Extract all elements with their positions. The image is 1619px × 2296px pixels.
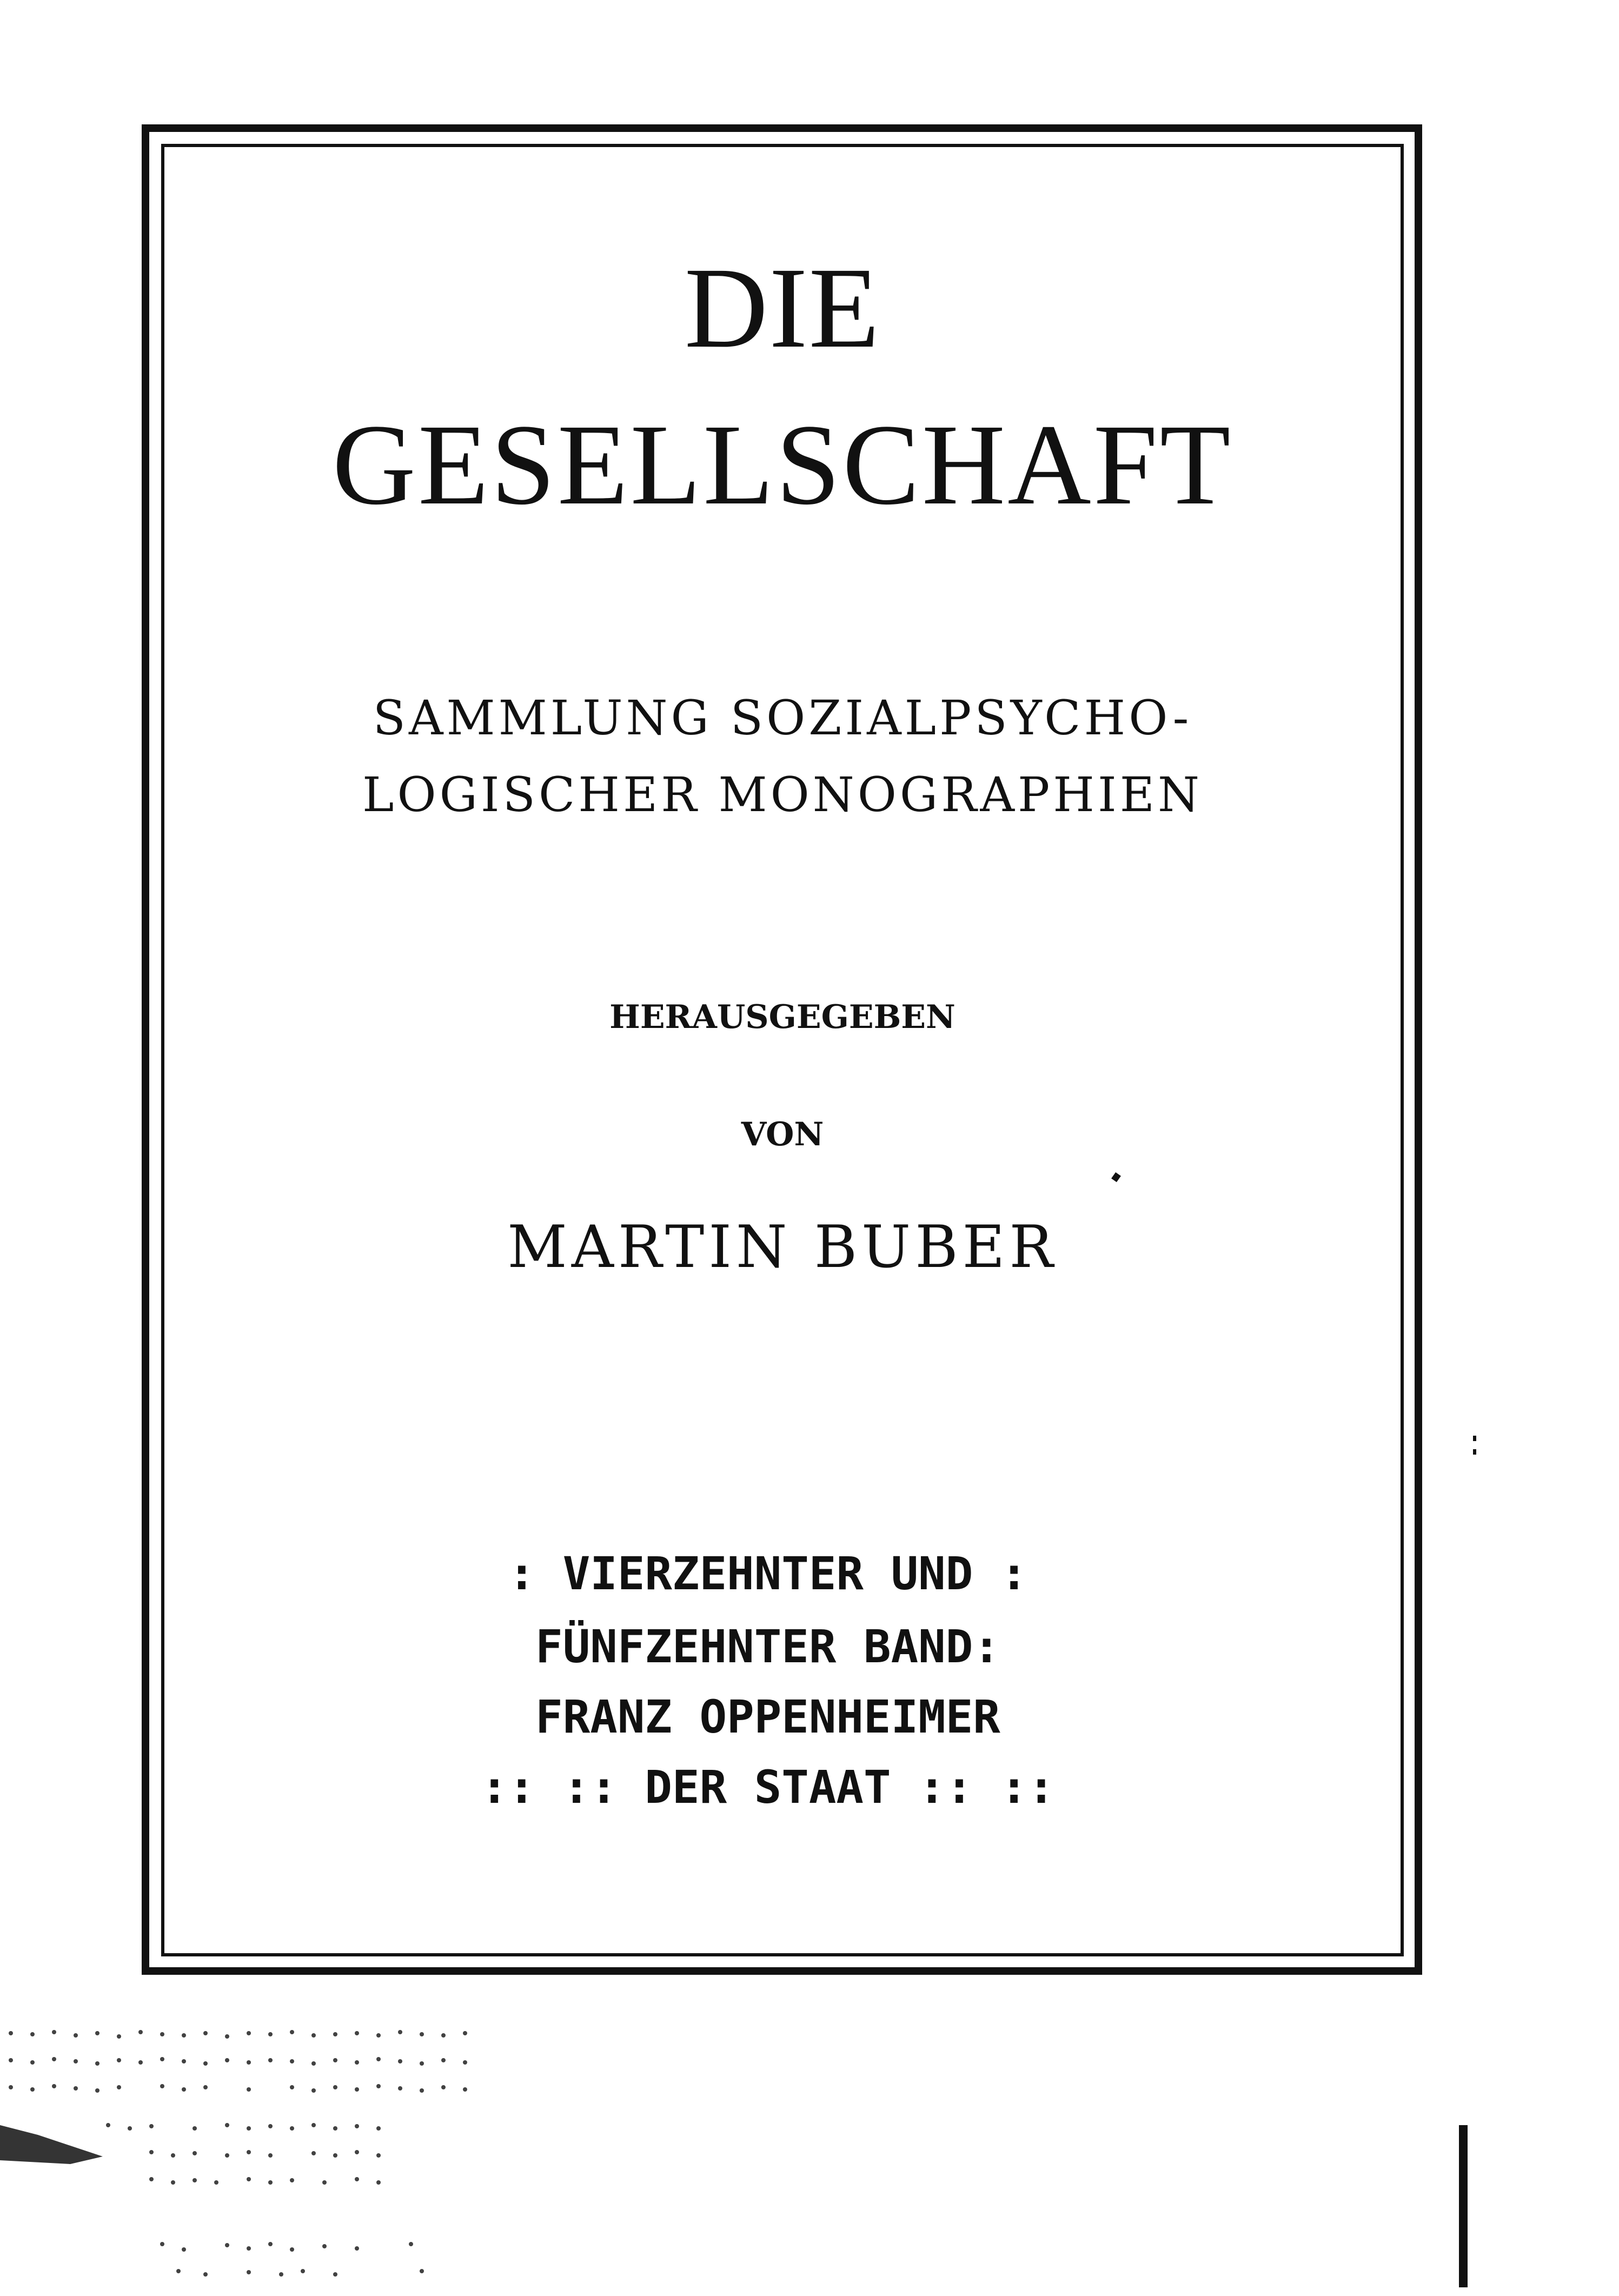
title-line-1: DIE	[684, 244, 881, 372]
title-line-2: GESELLSCHAFT	[332, 401, 1233, 529]
library-stamp-residue	[0, 2022, 487, 2287]
editor-label: HERAUSGEGEBEN	[609, 998, 956, 1036]
stamp-blot	[0, 2125, 103, 2164]
volume-line-1: : VIERZEHNTER UND :	[508, 1547, 1028, 1600]
volume-line-2: FÜNFZEHNTER BAND:	[535, 1620, 1000, 1673]
scan-edge-mark	[1459, 2125, 1468, 2287]
volume-line-3: FRANZ OPPENHEIMER	[535, 1690, 1000, 1743]
scan-speck	[1473, 1436, 1476, 1441]
editor-von: VON	[741, 1116, 824, 1153]
scan-speck	[1473, 1449, 1476, 1455]
volume-line-4: :: :: DER STAAT :: ::	[480, 1761, 1056, 1814]
editor-name: MARTIN BUBER	[507, 1213, 1058, 1281]
series-line-2: LOGISCHER MONOGRAPHIEN	[362, 767, 1203, 822]
series-line-1: SAMMLUNG SOZIALPSYCHO-	[373, 690, 1192, 746]
